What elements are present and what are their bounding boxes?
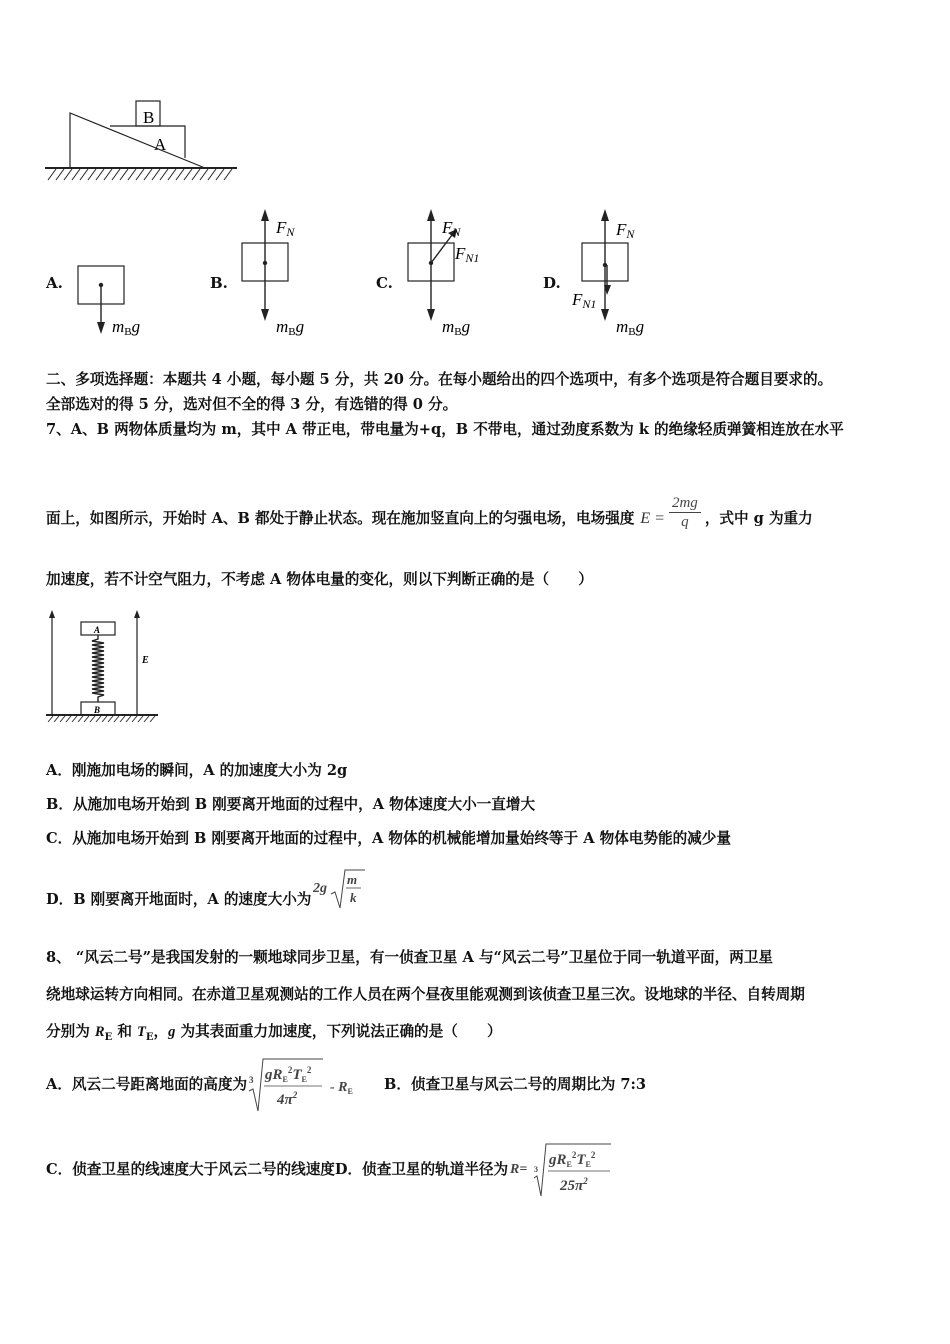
q8-stem-line2: 绕地球运转方向相同。在赤道卫星观测站的工作人员在两个昼夜里能观测到该侦查卫星三次。设地球的半径、自转周期 [46,986,805,1003]
svg-text:4π2: $4\pi^2$ [277,1090,298,1108]
q8-l3-and: 和 [112,1023,137,1040]
force-label-fn: F [276,218,287,237]
mass-m: m [276,317,289,336]
svg-text:FN [441,218,461,239]
q8-option-a [46,1055,646,1115]
label-a: A [154,135,167,154]
q8-stem-line1: 8、 “风云二号”是我国发射的一颗地球同步卫星，有一侦查卫星 A 与“风云二号”卫星位于同一轨道平面，两卫星 [46,949,774,966]
force-sub: N [452,225,461,239]
force-sub: N1 [465,251,480,265]
svg-text:gRE2TE2: $gR_E^2T_E^2$ [549,1150,596,1169]
q7-optd-coef: 2g [313,881,328,896]
q7-stem-line1: 7、A、B 两物体质量均为 m，其中 A 带正电，带电量为+q，B 不带电，通过劲度系数为 k 的绝缘轻质弹簧相连放在水平 [46,421,844,438]
q7-option-d [46,866,373,912]
q7-line2-post: ，式中 g 为重力 [704,509,813,527]
q8-l3-e2: E [145,1031,154,1043]
q8-option-a-text: A．风云二号距离地面的高度为 [46,1076,248,1093]
q7-formula-lhs: E = [640,509,665,527]
q8-l3-rest: 为其表面重力加速度，下列说法正确的是（ ） [175,1023,502,1040]
gravity-g: g [131,317,141,336]
force-sub: N [286,225,295,239]
section2-heading-line2: 全部选对的得 5 分，选对但不全的得 3 分，有选错的得 0 分。 [46,396,458,413]
force-sub: N1 [582,297,597,311]
q7-formula-den: q [681,514,689,530]
q7-fig-label-a: A [94,625,101,635]
q7-fig-label-b: B [94,705,101,715]
fb-option-a-letter: A. [46,274,63,292]
q7-option-a: A．刚施加电场的瞬间，A 的加速度大小为 2g [46,762,348,779]
q7-formula-frac [669,494,701,531]
svg-text:FN [615,220,635,241]
fb-diagram-d [566,205,666,345]
force-sub: N [626,227,635,241]
svg-text:mBg [442,317,470,338]
q8-l3-comma: ， [153,1023,169,1040]
q7-optd-num: m [347,872,358,887]
q7-option-d-text: D．B 刚要离开地面时，A 的速度大小为 [46,891,312,908]
q8-l3-r: R [94,1024,105,1040]
q8-option-a-formula [247,1055,372,1115]
force-label-fn: F [442,218,453,237]
gravity-g: g [461,317,471,336]
q7-formula-num: 2mg [669,494,701,513]
fb-diagram-b [230,205,330,345]
q7-option-c: C．从施加电场开始到 B 刚要离开地面的过程中，A 物体的机械能增加量始终等于 A 物体电势能的减少量 [46,830,731,847]
mass-m: m [442,317,455,336]
svg-text:FN [275,218,295,239]
q8-option-d-text: D．侦查卫星的轨道半径为 [334,1161,509,1178]
q8-optd-root-index: 3 [534,1165,539,1174]
fb-diagram-a [70,210,170,345]
incline-figure [40,95,240,185]
q7-stem-line2 [46,495,813,537]
q8-optd-lhs: R= [510,1162,528,1177]
svg-text:mBg [276,317,304,338]
gravity-g: g [295,317,305,336]
q8-l3-a: 分别为 [46,1023,95,1040]
fb-option-b-letter: B. [210,274,228,292]
q7-optd-den: k [350,890,357,905]
section2-heading-line1: 二、多项选择题：本题共 4 小题，每小题 5 分，共 20 分。在每小题给出的四个选项中，有多个选项是符合题目要求的。 [46,371,833,388]
q8-stem-line3 [46,1022,502,1048]
q8-l3-e1: E [104,1031,113,1043]
fb-option-c-letter: C. [376,274,393,292]
q8-option-c-text: C．侦查卫星的线速度大于风云二号的线速度 [46,1161,335,1178]
q7-option-d-formula [313,866,373,912]
mass-sub: B [454,326,462,338]
q8-option-d-formula [508,1140,618,1200]
q8-option-b-text: B．侦查卫星与风云二号的周期比为 7:3 [384,1076,647,1093]
svg-text:FN1 [454,244,479,265]
q7-fig-label-e: E [142,655,149,666]
q8-l3-g: g [168,1024,176,1040]
mass-m: m [616,317,629,336]
mass-sub: B [628,326,636,338]
mass-sub: B [124,326,132,338]
svg-text:FN1 [571,290,596,311]
q8-l3-t: T [137,1024,146,1040]
q7-spring-figure [40,608,170,728]
mass-m: m [112,317,125,336]
force-label-fn1: F [455,244,466,263]
force-label-fn: F [616,220,627,239]
gravity-g: g [635,317,645,336]
q8-option-c [46,1140,618,1200]
force-label-fn1: F [572,290,583,309]
svg-text:gRE2TE2: $gR_E^2T_E^2$ [265,1065,312,1084]
fb-option-d-letter: D. [543,274,561,292]
q8-opta-root-index: 3 [249,1075,254,1085]
q7-option-b: B．从施加电场开始到 B 刚要离开地面的过程中，A 物体速度大小一直增大 [46,796,536,813]
label-b: B [143,108,155,127]
q7-stem-line3: 加速度，若不计空气阻力，不考虑 A 物体电量的变化，则以下判断正确的是（ ） [46,571,593,588]
svg-text:mBg [616,317,644,338]
fb-diagram-c [400,205,500,345]
q7-line2-pre: 面上，如图所示，开始时 A、B 都处于静止状态。现在施加竖直向上的匀强电场，电场强度 [46,509,635,527]
mass-sub: B [288,326,296,338]
svg-text:- RE: - $R_E$ [330,1080,353,1096]
svg-text:mBg [112,317,140,338]
svg-text:25π2: $25\pi^2$ [560,1176,588,1194]
